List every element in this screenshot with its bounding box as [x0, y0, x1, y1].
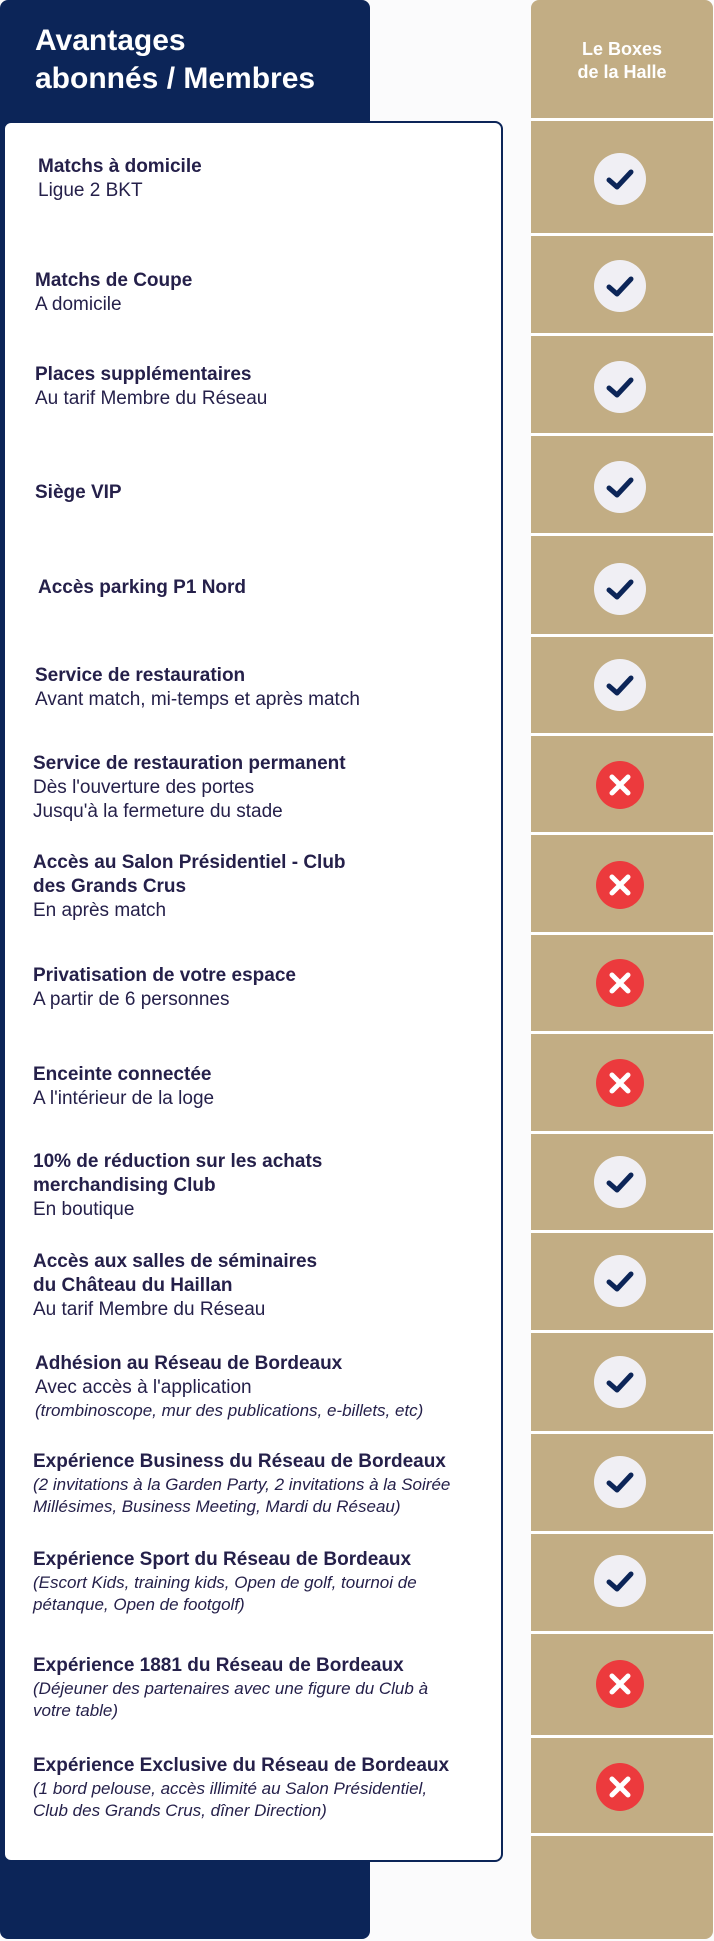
benefit-description: En boutique	[33, 1199, 135, 1220]
cross-icon	[594, 1658, 646, 1710]
benefit-row	[35, 664, 495, 712]
benefit-row	[38, 155, 498, 203]
benefit-row	[33, 1654, 493, 1722]
benefit-title: Expérience Exclusive du Réseau de Bordeaux	[33, 1755, 450, 1776]
benefit-description: Millésimes, Business Meeting, Mardi du Réseau)	[33, 1497, 401, 1516]
benefit-title: Accès parking P1 Nord	[38, 577, 247, 598]
benefit-row	[33, 1250, 493, 1322]
benefit-description: A l'intérieur de la loge	[33, 1088, 215, 1109]
check-icon	[594, 361, 646, 413]
benefit-title: Expérience 1881 du Réseau de Bordeaux	[33, 1655, 404, 1676]
check-icon	[594, 1156, 646, 1208]
cross-icon	[594, 1057, 646, 1109]
cross-icon	[594, 859, 646, 911]
check-icon	[594, 659, 646, 711]
benefit-description: pétanque, Open de footgolf)	[33, 1595, 245, 1614]
benefit-title: Expérience Business du Réseau de Bordeaux	[33, 1451, 446, 1472]
cross-icon	[594, 957, 646, 1009]
page-title	[35, 22, 355, 98]
benefit-title: Expérience Sport du Réseau de Bordeaux	[33, 1549, 412, 1570]
benefit-description: (2 invitations à la Garden Party, 2 invitations à la Soirée	[33, 1475, 451, 1494]
benefit-row	[33, 1754, 493, 1822]
check-icon	[594, 1356, 646, 1408]
benefit-row	[33, 752, 493, 824]
row-divider	[531, 1031, 713, 1034]
benefit-description: (Déjeuner des partenaires avec une figure du Club à	[33, 1679, 429, 1698]
benefit-description: Ligue 2 BKT	[38, 180, 143, 201]
benefit-description: (Escort Kids, training kids, Open de golf, tournoi de	[33, 1573, 417, 1592]
benefit-title: Privatisation de votre espace	[33, 965, 296, 986]
row-divider	[531, 1735, 713, 1738]
benefit-row	[35, 481, 495, 505]
check-icon	[594, 1456, 646, 1508]
benefit-description: Club des Grands Crus, dîner Direction)	[33, 1801, 327, 1820]
page-title-line-2: abonnés / Membres	[35, 62, 316, 95]
row-divider	[531, 932, 713, 935]
offer-column-header-line-1: Le Boxes	[581, 39, 663, 59]
benefit-title: Service de restauration permanent	[33, 753, 346, 774]
offer-column-header-line-2: de la Halle	[577, 62, 667, 82]
benefit-title: Service de restauration	[35, 665, 246, 686]
benefit-title: Siège VIP	[35, 482, 122, 503]
benefit-row	[33, 1150, 493, 1222]
benefit-description: Avec accès à l'application	[35, 1377, 252, 1398]
benefit-title: Accès aux salles de séminaires	[33, 1251, 318, 1272]
benefit-description: votre table)	[33, 1701, 119, 1720]
row-divider	[531, 1531, 713, 1534]
benefit-title: Enceinte connectée	[33, 1064, 212, 1085]
benefit-title: Places supplémentaires	[35, 364, 252, 385]
benefit-title: des Grands Crus	[33, 876, 187, 897]
row-divider	[531, 233, 713, 236]
benefit-description: Au tarif Membre du Réseau	[33, 1299, 266, 1320]
benefit-row	[38, 576, 498, 600]
row-divider	[531, 333, 713, 336]
benefit-row	[33, 1450, 493, 1518]
row-divider	[531, 1833, 713, 1836]
benefit-title: Adhésion au Réseau de Bordeaux	[35, 1353, 343, 1374]
row-divider	[531, 433, 713, 436]
benefit-description: A partir de 6 personnes	[33, 989, 230, 1010]
cross-icon	[594, 759, 646, 811]
check-icon	[594, 153, 646, 205]
benefit-title: Matchs à domicile	[38, 156, 202, 177]
row-divider	[531, 1431, 713, 1434]
benefit-row	[33, 1063, 493, 1111]
check-icon	[594, 260, 646, 312]
benefit-row	[33, 964, 493, 1012]
benefit-row	[35, 269, 495, 317]
row-divider	[531, 533, 713, 536]
benefit-description: (1 bord pelouse, accès illimité au Salon Présidentiel,	[33, 1779, 428, 1798]
check-icon	[594, 563, 646, 615]
page-title-line-1: Avantages	[35, 24, 186, 57]
benefit-row	[35, 363, 495, 411]
benefit-title: 10% de réduction sur les achats	[33, 1151, 323, 1172]
benefit-row	[35, 1352, 495, 1422]
benefit-row	[33, 851, 493, 923]
benefit-description: (trombinoscope, mur des publications, e-billets, etc)	[35, 1401, 424, 1420]
row-divider	[531, 118, 713, 121]
benefit-description: Dès l'ouverture des portes	[33, 777, 255, 798]
benefit-title: du Château du Haillan	[33, 1275, 233, 1296]
row-divider	[531, 1330, 713, 1333]
benefit-title: merchandising Club	[33, 1175, 216, 1196]
cross-icon	[594, 1761, 646, 1813]
benefit-description: Au tarif Membre du Réseau	[35, 388, 268, 409]
row-divider	[531, 733, 713, 736]
benefit-title: Accès au Salon Présidentiel - Club	[33, 852, 346, 873]
check-icon	[594, 1255, 646, 1307]
row-divider	[531, 1230, 713, 1233]
benefit-title: Matchs de Coupe	[35, 270, 193, 291]
benefit-description: En après match	[33, 900, 167, 921]
row-divider	[531, 634, 713, 637]
check-icon	[594, 1555, 646, 1607]
row-divider	[531, 1631, 713, 1634]
benefit-description: Avant match, mi-temps et après match	[35, 689, 360, 710]
check-icon	[594, 461, 646, 513]
benefit-description: Jusqu'à la fermeture du stade	[33, 801, 283, 822]
row-divider	[531, 1131, 713, 1134]
benefit-description: A domicile	[35, 294, 122, 315]
row-divider	[531, 832, 713, 835]
offer-column-header	[531, 38, 713, 84]
benefit-row	[33, 1548, 493, 1616]
